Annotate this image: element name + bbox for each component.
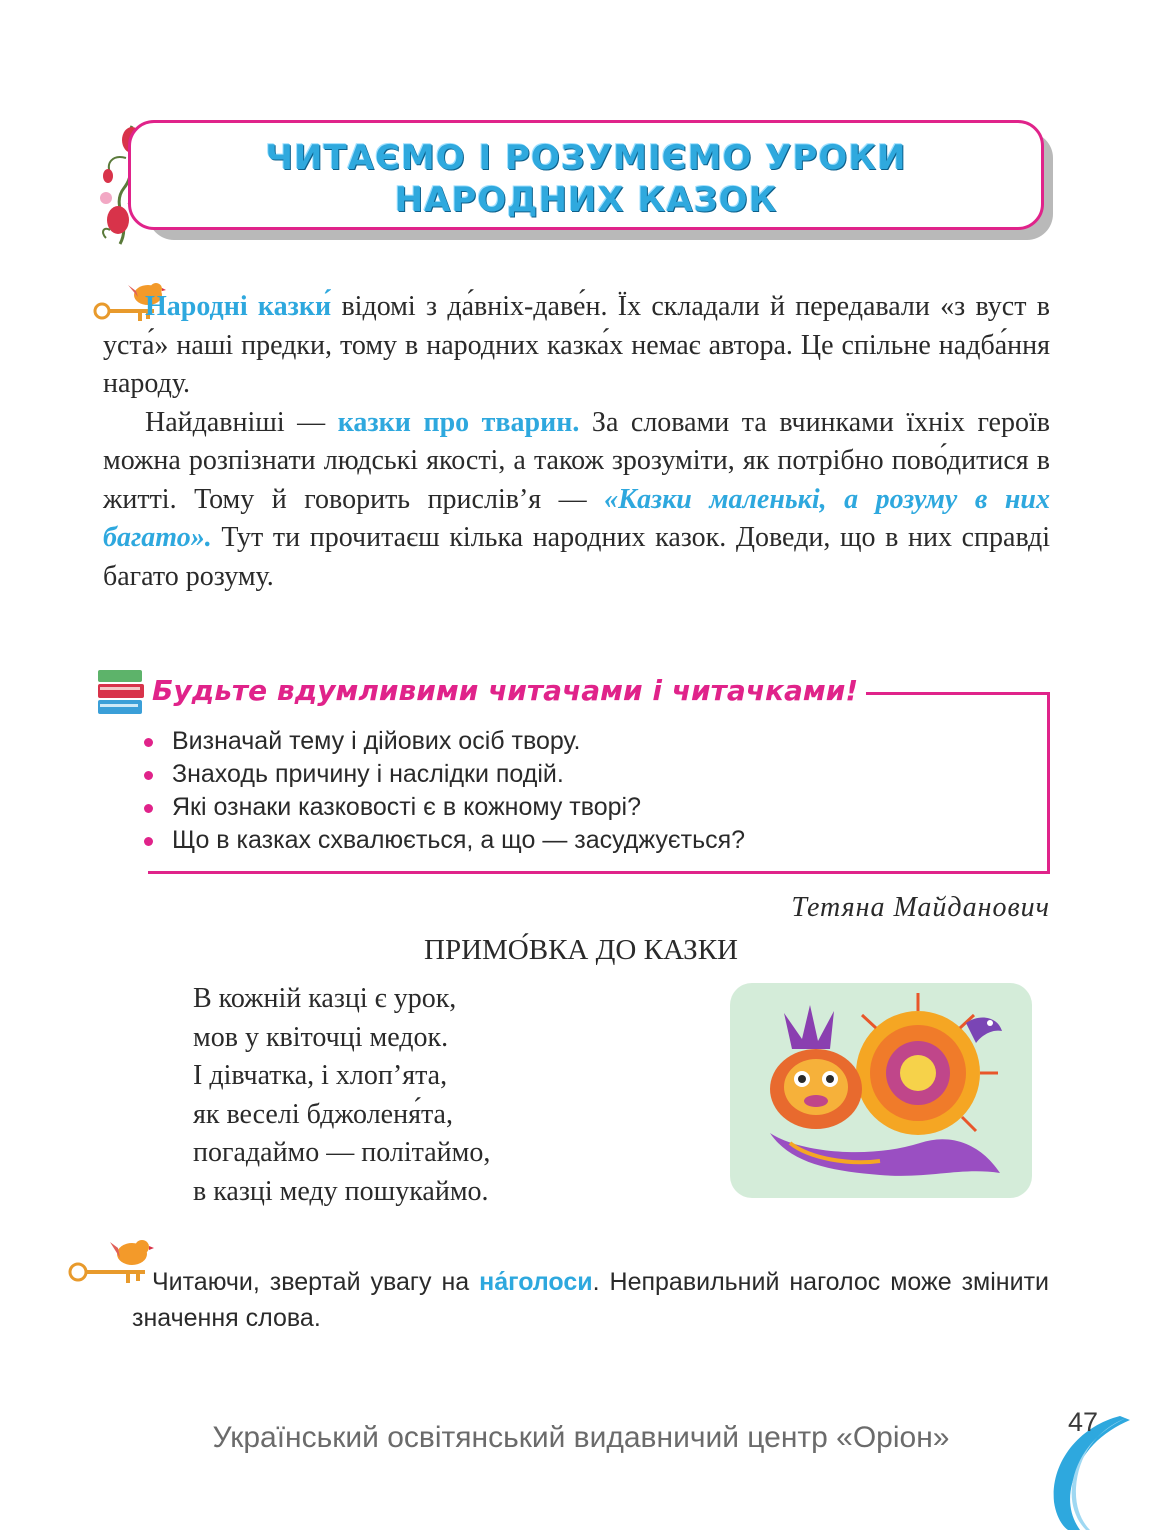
- tips-heading: Будьте вдумливими читачами і читачками!: [152, 672, 866, 710]
- poem-title: ПРИМО́ВКА ДО КАЗКИ: [424, 934, 738, 966]
- poem-author: Тетяна Майданович: [791, 892, 1050, 923]
- list-item: Які ознаки казковості є в кожному творі?: [144, 791, 745, 824]
- publisher-name: Український освітянський видавничий центр «Оріон»: [212, 1421, 950, 1454]
- term-animal-tales: казки про тварин.: [337, 406, 580, 438]
- proverb: «Казки маленькі, а розуму в них багато».: [103, 483, 1050, 553]
- folk-creature-illustration: [730, 983, 1032, 1198]
- intro-text: [103, 288, 1050, 596]
- section-title-line1: ЧИТАЄМО І РОЗУМІЄМО УРОКИ: [265, 138, 907, 178]
- accent-note-tail: . Неправильний наголос може змінити значення слова.: [132, 1268, 1049, 1332]
- page-number-arc-icon: [1040, 1412, 1162, 1530]
- poem-line: І дівчатка, і хлоп’ята,: [193, 1060, 448, 1091]
- accent-note-text: [132, 1264, 1049, 1336]
- list-item: Визначай тему і дійових осіб твору.: [144, 725, 745, 758]
- intro-paragraph-1: [103, 288, 1050, 404]
- accent-note-lead: Читаючи, звертай увагу на: [152, 1268, 480, 1296]
- accent-note: [132, 1264, 1049, 1336]
- intro-paragraph-2-tail: Тут ти прочитаєш кілька народних казок. Доведи, що в них справді багато розуму.: [103, 522, 1050, 592]
- poem-line: мов у квіточці медок.: [193, 1021, 449, 1053]
- books-icon: [96, 668, 146, 718]
- page-number: 47: [1068, 1407, 1099, 1437]
- poem-line: В кожній казці є урок,: [193, 983, 457, 1014]
- intro-paragraph-2: [103, 404, 1050, 597]
- term-stress-marks: на́голоси: [479, 1268, 593, 1296]
- poem-line: погадаймо — політаймо,: [193, 1137, 491, 1168]
- poem-body: [193, 980, 490, 1211]
- list-item: Знаходь причину і наслідки подій.: [144, 758, 745, 791]
- intro-paragraph-1-text: відомі з да́вніх-даве́н. Їх складали й передавали «з вуст в уста́» наші предки, тому в народних казка́х немає автора. Це спільне надба́ння народу.: [103, 291, 1050, 399]
- poem-line: як веселі бджоленя́та,: [193, 1098, 453, 1130]
- tips-box-top-line: [865, 692, 1050, 695]
- publisher-footer: [0, 1418, 1162, 1458]
- term-folk-tales: Народні казки́: [145, 291, 332, 322]
- intro-paragraph-2-lead: Найдавніші —: [145, 406, 338, 438]
- title-banner: [128, 120, 1044, 230]
- section-title-line2: НАРОДНИХ КАЗОК: [394, 180, 778, 220]
- list-item: Що в казках схвалюється, а що — засуджується?: [144, 824, 745, 857]
- section-title: [131, 123, 1041, 221]
- tips-list: [144, 725, 745, 857]
- intro-paragraph-2-text: За словами та вчинками їхніх героїв можна розпізнати людські якості, а також зрозуміти, як потрібно пово́дитися в житті. Тому й говорить прислів’я —: [103, 406, 1050, 515]
- poem-line: в казці меду пошукаймо.: [193, 1175, 489, 1207]
- creature-drawing: [730, 983, 1032, 1198]
